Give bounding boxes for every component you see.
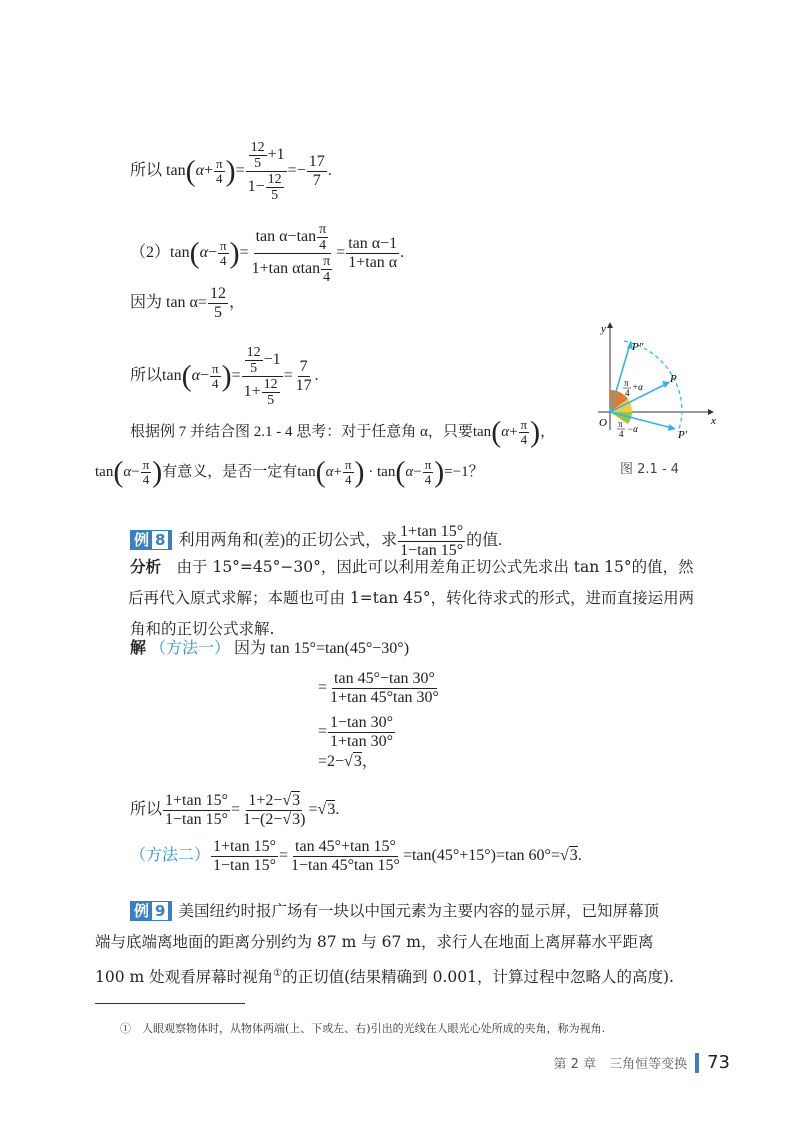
minus: − [413,463,422,480]
label-lower-4: 4 [619,429,624,439]
num-12: 12 [250,140,265,155]
num-12b: 12 [263,377,278,392]
label-upper-alpha: +α [632,382,643,392]
chapter-title: 第 2 章 三角恒等变换 [553,1057,688,1072]
complex-fraction [246,140,287,203]
m2-num-2: tan 45°+tan 15° [295,838,396,855]
tan-text-3: tan [377,463,396,480]
label-lower-pi: π [618,419,623,429]
four: 4 [220,253,227,268]
tan-text-2: tan [297,463,316,480]
open-paren: ( [113,455,124,489]
example-9 [130,896,710,927]
m2-den-2: 1−tan 45°tan 15° [291,857,400,874]
item-2-line: （2）tan(α− $\frac{\pi}{4}$ )= tan α−tan $\frac{\pi}{4}$ 1+tan αtan $\frac{\pi}{4}$ = $\frac{\text{tan α−1}}{\text{1+tan α}}$ . [130,222,405,285]
analysis-line-1 [130,552,700,583]
step-3-den: 1+tan 30° [330,733,393,750]
four: 4 [212,376,219,391]
close-paren: ) [221,359,232,393]
example-9-text-3b: 的正切值(结果精确到 0.001，计算过程中忽略人的高度). [282,968,674,987]
pi: π [520,417,528,432]
example-9-rest [95,927,715,993]
twelve-fifths-2 [266,172,284,203]
pi-over-4 [210,362,221,391]
one-plus: 1+ [243,383,261,401]
think-text: 根据例 7 并结合图 2.1 - 4 思考：对于任意角 α，只要 [130,423,473,440]
m2-den-1: 1−tan 15° [213,857,276,874]
sqrt-3c: 3 [327,801,336,819]
badge-label: 例 [134,531,150,550]
close-paren: ) [229,236,240,270]
footnote-text: 人眼观察物体时，从物体两端(上、下或左、右)引出的光线在人眼光心处所成的夹角，称为视角. [142,1022,606,1035]
solution-label: 解 [130,638,147,657]
analysis-label: 分析 [130,558,162,576]
num-17: 17 [308,153,325,170]
m2-fraction-2 [289,838,402,875]
tan-text: tan [162,367,182,385]
four: 4 [216,171,223,186]
because-line: 因为 tan α= $\frac{12}{5}$ ， [130,285,245,321]
analysis-line-3: 角和的正切公式求解. [130,620,275,638]
den-7: 7 [312,172,321,189]
example-9-line-2: 端与底端离地面的距离分别约为 87 m 与 67 m，求行人在地面上离屏幕水平距离 [95,933,654,951]
four: 4 [520,432,528,447]
rhs-num-text: 1+2− [248,792,283,809]
pi: π [319,222,327,237]
eq-end: =−1？ [444,463,484,480]
label-p2: P″ [632,341,644,353]
minus: − [207,244,217,262]
step-2-fraction [328,670,441,707]
simplified-num: tan α−1 [348,235,398,252]
pi: π [212,361,219,376]
y-axis-arrow [607,322,613,328]
plus: + [333,463,342,480]
four: 4 [142,472,150,487]
statement-num: 1+tan 15° [400,523,464,540]
close-paren: ) [434,455,445,489]
sqrt-3b: 3 [292,811,301,828]
pi: π [344,457,352,472]
method-2-label: （方法二） [130,847,211,865]
pi-over-4 [519,418,530,447]
sqrt-3: 3 [353,753,362,770]
footer-bar [695,1053,699,1073]
result-prefix: =2− [318,753,345,770]
alpha: α [195,162,204,180]
label-upper-4: 4 [625,388,630,398]
example-9-text-3a: 100 m 处观看屏幕时视角 [95,968,274,987]
twelve-fifths [249,140,267,171]
statement-end: 的值. [466,532,503,550]
lhs-num: 1+tan 15° [165,792,228,809]
num-7: 7 [299,358,308,375]
statement-den: 1−tan 15° [400,542,464,559]
pi-over-4 [141,458,152,487]
plus: + [203,162,213,180]
big-den [250,254,336,285]
num-12: 12 [246,345,261,360]
den-17: 17 [295,377,312,394]
method-2-line: （方法二） $\frac{1+\tan 15^\circ}{1-\tan 15^\circ}$ = $\frac{\tan 45^\circ+\tan 15^\circ}{1-\tan 45^\circ\tan 15^\circ}$ =tan(45°+15°)=tan 60°=√3. [130,838,582,874]
open-paren: ( [181,359,192,393]
badge-number: 8 [152,531,168,549]
method-1-step-1: 因为 tan 15°=tan(45°−30°) [234,640,410,657]
tan-text: tan [166,162,186,180]
den-5: 5 [213,304,222,321]
open-paren: ( [315,455,326,489]
label-p1: P′ [678,429,688,441]
twelve-fifths [245,345,263,376]
tan-text: tan [170,244,190,262]
footnote-mark: ① [120,1022,131,1035]
period: . [335,801,340,819]
m2-tail: =tan(45°+15°)=tan 60°= [402,847,560,865]
alpha: α [405,463,414,480]
open-paren: ( [189,236,200,270]
result-fraction [294,358,314,395]
big-fraction [250,222,336,285]
simplified-fraction [346,235,399,272]
complex-num [242,345,283,377]
example-9-text-1: 美国纽约时报广场有一块以中国元素为主要内容的显示屏，已知屏幕顶 [178,902,659,920]
pi: π [142,457,150,472]
minus-one: −1 [263,351,281,369]
pi: π [424,457,432,472]
pi: π [216,156,223,171]
minus: − [131,463,140,480]
close-paren: ) [530,415,541,449]
den-5b: 5 [271,188,279,203]
alpha: α [123,463,132,480]
minus: − [199,367,209,385]
analysis-text-1: 由于 15°=45°−30°，因此可以利用差角正切公式先求出 tan 15°的值，然 [176,558,694,576]
rhs-num: 1+2−√3 [248,792,301,809]
open-paren: ( [395,455,406,489]
num-12: 12 [209,285,226,302]
den-5: 5 [250,361,258,376]
label-upper-pi: π [624,378,629,388]
pi-over-4 [214,157,225,186]
example-9-badge [130,901,172,921]
dot: · [368,463,374,480]
open-paren: ( [491,415,502,449]
close-paren: ) [225,154,236,188]
eq-neg: =− [287,162,306,180]
pi: π [220,238,227,253]
twelve-fifths-2 [262,377,280,408]
twelve-fifths [208,285,228,322]
example-9-line-3 [95,958,715,993]
so-label: 所以 [130,162,163,180]
num-text: tan α−tan [255,228,317,246]
label-lower-alpha: −α [627,424,638,434]
period: . [577,847,582,865]
think-mid: 有意义，是否一定有 [162,463,298,480]
solution-line-4: =2−√3， [318,753,378,770]
rhs-den: 1−(2−√3) [243,811,306,828]
result-line-2: 所以tan(α− $\frac{\pi}{4}$ )= $\frac{12}{5}$ −1 1+ $\frac{12}{5}$ = $\frac{7}{17}$ . [130,345,319,408]
result-fraction [307,153,327,190]
plus-one: +1 [267,146,285,164]
rhs-fraction [241,792,307,829]
sqrt-3: 3 [292,792,301,809]
solution-line-1 [130,638,409,659]
example-8-badge [130,530,172,550]
example-9-line-1 [130,896,710,927]
analysis-paragraph [130,552,700,645]
pi-over-4-b [343,458,354,487]
lhs-den: 1−tan 15° [165,811,228,828]
tan-text: tan [472,423,492,440]
analysis-line-2: 后再代入原式求解；本题也可由 1=tan 45°，转化待求式的形式，进而直接运用两 [128,589,695,607]
m2-num-1: 1+tan 15° [213,838,276,855]
solution-line-5: 所以 $\frac{1+\tan 15^\circ}{1-\tan 15^\circ}$ = $\frac{1+2-√3}{1-(2-√3)}$ =√3. [130,792,340,828]
rhs-close: ) [300,811,306,828]
pi-over-4 [218,239,229,268]
lhs-fraction [163,792,230,829]
one-minus: 1− [247,178,265,196]
item-2-label: （2） [130,244,171,262]
badge-label: 例 [134,902,150,920]
complex-den [246,172,287,203]
label-p: P [670,373,677,385]
solution-line-2: = $\frac{\tan 45^\circ-\tan 30^\circ}{1+\tan 45^\circ\tan 30^\circ}$ [318,670,439,706]
rhs-den-text: 1−(2− [243,811,283,828]
pi-over-4-c [321,254,332,285]
m2-fraction-1 [211,838,278,875]
think-line-1: 根据例 7 并结合图 2.1 - 4 思考：对于任意角 α，只要tan(α+ $\frac{\pi}{4}$ )， [130,415,556,449]
alpha: α [325,463,334,480]
figure-caption: 图 2.1 - 4 [620,462,680,477]
step-2-num: tan 45°−tan 30° [334,670,435,687]
tan-text: tan [95,463,114,480]
label-x: x [711,415,716,427]
so-label: 所以 [130,367,163,385]
page-number: 73 [707,1052,730,1073]
unit-circle-figure [590,320,730,450]
alpha: α [501,423,510,440]
statement-text: 利用两角和(差)的正切公式，求 [178,532,398,550]
so-label: 所以 [130,801,163,819]
pi: π [323,254,331,269]
solution-line-3: = $\frac{1-\tan 30^\circ}{1+\tan 30^\circ}$ [318,714,393,750]
step-2-den: 1+tan 45°tan 30° [330,689,439,706]
label-y: y [601,323,606,335]
result-comma: ， [361,753,378,770]
step-3-num: 1−tan 30° [330,714,393,731]
den-5b: 5 [267,393,275,408]
four: 4 [424,472,432,487]
den-text: 1+tan αtan [251,260,321,278]
footnote-ref[interactable]: ① [273,968,283,979]
pi-over-4-c [423,458,434,487]
because-text: 因为 tan α= [130,294,207,312]
four: 4 [319,238,327,253]
plus: + [509,423,518,440]
close-paren: ) [354,455,365,489]
result-line-1: 所以 tan(α+ $\frac{\pi}{4}$ )= $\frac{12}{5}$ +1 1− $\frac{12}{5}$ =− $\frac{17}{7}$ . [130,140,332,203]
pi-over-4-b [317,222,328,253]
num-12b: 12 [267,172,282,187]
open-paren: ( [185,154,196,188]
alpha: α [199,244,208,262]
close-paren: ) [152,455,163,489]
think-line-2 [95,455,484,489]
den-5: 5 [254,156,262,171]
page-footer [554,1052,730,1073]
complex-num [246,140,287,172]
four: 4 [323,270,331,285]
method-1-label: （方法一） [150,640,231,657]
alpha: α [191,367,200,385]
four: 4 [344,472,352,487]
sqrt-3: 3 [569,847,578,865]
footnote-rule [95,1003,245,1004]
badge-number: 9 [152,902,168,920]
ray-op-arrow [662,381,670,388]
complex-fraction [242,345,283,408]
label-o: O [599,417,607,429]
footnote [120,1020,605,1036]
step-3-fraction [328,714,395,751]
ray-op1-arrow [668,424,676,431]
complex-den [242,377,283,408]
simplified-den: 1+tan α [348,254,398,271]
big-num [254,222,332,254]
